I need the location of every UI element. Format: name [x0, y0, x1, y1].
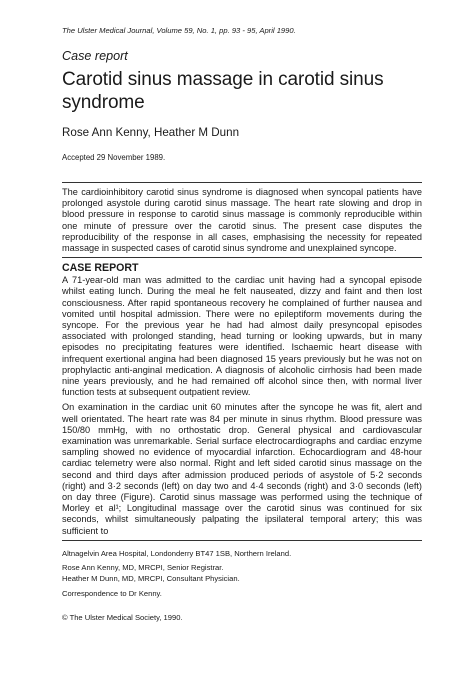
footnote-correspondence: Correspondence to Dr Kenny.	[62, 588, 162, 598]
article-type: Case report	[62, 49, 128, 63]
footnotes	[62, 549, 422, 623]
copyright-notice: © The Ulster Medical Society, 1990.	[62, 613, 183, 623]
section-heading-case-report: CASE REPORT	[62, 262, 139, 275]
footnote-rule	[62, 540, 422, 541]
article-title: Carotid sinus massage in carotid sinus syndrome	[62, 69, 384, 113]
article-authors: Rose Ann Kenny, Heather M Dunn	[62, 126, 240, 139]
footnote-author2: Heather M Dunn, MD, MRCPI, Consultant Physician.	[62, 574, 240, 584]
article-page	[62, 26, 422, 623]
case-report-paragraph: A 71-year-old man was admitted to the cardiac unit having had a syncopal episode whilst eating lunch. During the meal he felt nauseated, dizzy and faint and then lost consciousness. After rapid spontaneous recovery he complained of further nausea and vomited until hospital admission. There were no epileptiform movements during the syncope. For the previous year he had had almost daily presyncopal episodes associated with prolonged standing, head turning or looking upwards, but in many episodes no precipitating features were identified. Ischaemic heart disease with infrequent exertional angina had been diagnosed 15 years previously but he was not on prophylactic anti-anginal medication. A diagnosis of alcoholic cirrhosis had been made nine years previously, and he had remained off alcohol since then, with normal liver function tests at subsequent outpatient review.	[62, 275, 422, 398]
abstract-top-rule	[62, 182, 422, 183]
case-report-paragraph: On examination in the cardiac unit 60 minutes after the syncope he was fit, alert and well orientated. The heart rate was 84 per minute in sinus rhythm. Blood pressure was 150/80 mmHg, with no orthostatic drop. General physical and cardiovascular examination was unremarkable. Serial surface electrocardiographs and cardiac enzyme sampling showed no evidence of myocardial infarction. Echocardiogram and 48-hour cardiac telemetry were also normal. Right and left sided carotid sinus massage on the second and third days after admission produced periods of asystole of 5·2 seconds (right) and 3·2 seconds (left) on day two and 4·4 seconds (right) and 3·0 seconds (left) on day three (Figure). Carotid sinus massage was performed using the technique of Morley et al¹; Longitudinal massage over the carotid sinus was continued for six seconds, whilst simultaneously palpating the ipsilateral temporal artery; this was sufficient to	[62, 402, 422, 536]
accepted-date: Accepted 29 November 1989.	[62, 153, 166, 162]
abstract-bottom-rule	[62, 257, 422, 258]
journal-citation: The Ulster Medical Journal, Volume 59, No. 1, pp. 93 - 95, April 1990.	[62, 26, 296, 35]
footnote-affiliation: Altnagelvin Area Hospital, Londonderry BT47 1SB, Northern Ireland.	[62, 548, 292, 558]
footnote-author1: Rose Ann Kenny, MD, MRCPI, Senior Registrar.	[62, 563, 224, 573]
abstract-text: The cardioinhibitory carotid sinus syndrome is diagnosed when syncopal patients have prolonged asystole during carotid sinus massage. The heart rate slowing and drop in blood pressure in response to carotid sinus massage is commonly reproducible within one minute of pressure over the carotid sinus. The present case disputes the reproducibility of the response in all cases, emphasising the necessity for repeated massage in suspected cases of carotid sinus syndrome and unexplained syncope.	[62, 187, 422, 254]
